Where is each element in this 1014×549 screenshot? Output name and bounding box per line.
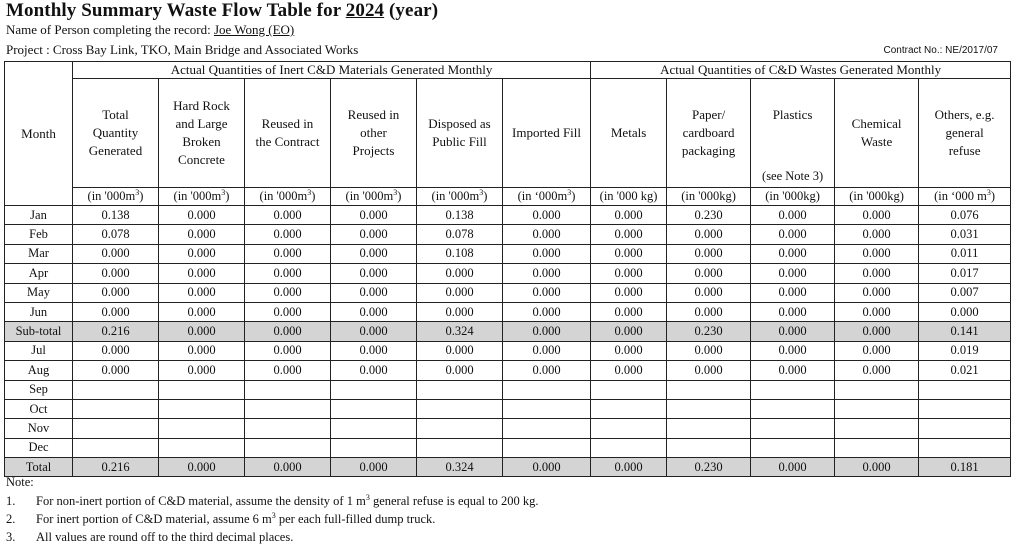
note-item: [6, 512, 435, 527]
month-cell: Jun: [5, 302, 73, 321]
cell-total: [73, 438, 159, 457]
cell-metals: [591, 399, 667, 418]
note-number: 1.: [6, 494, 16, 508]
header-line: other: [360, 125, 387, 140]
cell-imported: 0.000: [503, 225, 591, 244]
cell-disposed: 0.324: [417, 322, 503, 341]
cell-hard-rock: 0.000: [159, 244, 245, 263]
cell-hard-rock: 0.000: [159, 206, 245, 225]
unit-reused-contract: [245, 188, 331, 206]
cell-chemical: 0.000: [835, 225, 919, 244]
cell-plastics: 0.000: [751, 283, 835, 302]
cell-imported: 0.000: [503, 322, 591, 341]
cell-reused-contract: 0.000: [245, 225, 331, 244]
cell-metals: 0.000: [591, 225, 667, 244]
unit-close: ): [225, 189, 230, 203]
cell-imported: 0.000: [503, 302, 591, 321]
month-cell: Apr: [5, 264, 73, 283]
cell-reused-contract: 0.000: [245, 322, 331, 341]
header-line: Hard Rock: [173, 98, 230, 113]
unit-chemical: [835, 188, 919, 206]
unit-text: (in '000m: [259, 189, 308, 203]
unit-text: (in ‘000 m: [934, 189, 987, 203]
note-text-end: general refuse is equal to 200 kg.: [369, 494, 539, 508]
month-cell: Sep: [5, 380, 73, 399]
cell-disposed: 0.324: [417, 458, 503, 477]
cell-hard-rock: [159, 438, 245, 457]
cell-hard-rock: [159, 399, 245, 418]
unit-superscript: 3: [567, 187, 572, 197]
cell-total: 0.000: [73, 302, 159, 321]
header-line: Reused in: [261, 116, 314, 131]
cell-chemical: [835, 380, 919, 399]
unit-text: (in '000m: [87, 189, 136, 203]
cell-others: [919, 380, 1011, 399]
month-cell: Feb: [5, 225, 73, 244]
month-cell: May: [5, 283, 73, 302]
cell-others: [919, 438, 1011, 457]
cell-plastics: 0.000: [751, 264, 835, 283]
cell-plastics: 0.000: [751, 458, 835, 477]
note-superscript: 3: [271, 510, 276, 520]
cell-reused-contract: [245, 438, 331, 457]
unit-superscript: 3: [135, 187, 140, 197]
note-text-end: per each full-filled dump truck.: [275, 512, 436, 526]
table-row: [5, 361, 1011, 380]
cell-reused-contract: 0.000: [245, 206, 331, 225]
header-plastics-label: Plastics: [772, 107, 813, 122]
waste-flow-table: [4, 61, 1011, 477]
notes-heading: Note:: [6, 475, 34, 489]
cell-metals: [591, 438, 667, 457]
unit-close: ): [311, 189, 316, 203]
cell-reused-contract: [245, 380, 331, 399]
unit-others: [919, 188, 1011, 206]
note-text: For non-inert portion of C&D material, assume the density of 1 m: [36, 494, 366, 508]
unit-paper: [667, 188, 751, 206]
note-number: 2.: [6, 512, 16, 526]
cell-chemical: [835, 399, 919, 418]
unit-superscript: 3: [479, 187, 484, 197]
cell-paper: 0.000: [667, 361, 751, 380]
cell-plastics: 0.000: [751, 225, 835, 244]
contract-number: Contract No.: NE/2017/07: [883, 45, 998, 56]
cell-chemical: [835, 438, 919, 457]
unit-text: (in '000 kg): [599, 189, 658, 203]
cell-reused-other: 0.000: [331, 302, 417, 321]
cell-imported: 0.000: [503, 244, 591, 263]
cell-reused-contract: 0.000: [245, 264, 331, 283]
cell-metals: 0.000: [591, 322, 667, 341]
unit-close: ): [571, 189, 576, 203]
cell-reused-other: 0.000: [331, 264, 417, 283]
header-line: Concrete: [178, 152, 225, 167]
cell-total: 0.000: [73, 361, 159, 380]
note-text: All values are round off to the third decimal places.: [36, 530, 294, 544]
header-imported: [503, 79, 591, 188]
month-cell: Dec: [5, 438, 73, 457]
unit-text: (in ‘000m: [517, 189, 568, 203]
cell-hard-rock: 0.000: [159, 341, 245, 360]
month-cell: Jul: [5, 341, 73, 360]
header-line: Generated: [88, 143, 143, 158]
unit-text: (in '000m: [345, 189, 394, 203]
cell-paper: 0.230: [667, 322, 751, 341]
cell-hard-rock: 0.000: [159, 458, 245, 477]
cell-total: 0.216: [73, 458, 159, 477]
cell-reused-other: 0.000: [331, 225, 417, 244]
unit-total: [73, 188, 159, 206]
header-line: the Contract: [255, 134, 320, 149]
cell-metals: [591, 419, 667, 438]
cell-imported: 0.000: [503, 361, 591, 380]
unit-disposed: [417, 188, 503, 206]
table-row: [5, 341, 1011, 360]
title-year: 2024: [345, 0, 385, 21]
cell-plastics: [751, 380, 835, 399]
cell-metals: 0.000: [591, 302, 667, 321]
cell-imported: 0.000: [503, 341, 591, 360]
month-cell: Mar: [5, 244, 73, 263]
cell-plastics: [751, 438, 835, 457]
person-name: Joe Wong (EO): [213, 22, 295, 37]
cell-metals: 0.000: [591, 244, 667, 263]
month-cell: Aug: [5, 361, 73, 380]
cell-disposed: 0.000: [417, 283, 503, 302]
cell-total: [73, 419, 159, 438]
unit-superscript: 3: [393, 187, 398, 197]
subtotal-row: [5, 322, 1011, 341]
cell-metals: 0.000: [591, 458, 667, 477]
unit-text: (in '000m: [173, 189, 222, 203]
cell-reused-contract: [245, 399, 331, 418]
header-total: [73, 79, 159, 188]
header-line: Metals: [610, 125, 647, 140]
header-others: [919, 79, 1011, 188]
cell-hard-rock: 0.000: [159, 302, 245, 321]
cell-imported: 0.000: [503, 206, 591, 225]
unit-text: (in '000kg): [765, 189, 820, 203]
note-text: For inert portion of C&D material, assume 6 m: [36, 512, 272, 526]
cell-chemical: 0.000: [835, 361, 919, 380]
cell-disposed: [417, 399, 503, 418]
header-line: general: [945, 125, 984, 140]
cell-others: [919, 399, 1011, 418]
cell-imported: 0.000: [503, 458, 591, 477]
cell-hard-rock: 0.000: [159, 225, 245, 244]
cell-reused-other: [331, 380, 417, 399]
cell-disposed: 0.000: [417, 361, 503, 380]
cell-plastics: [751, 419, 835, 438]
cell-others: 0.019: [919, 341, 1011, 360]
cell-plastics: 0.000: [751, 341, 835, 360]
cell-disposed: 0.000: [417, 341, 503, 360]
note-item: [6, 530, 293, 545]
cell-total: [73, 380, 159, 399]
cell-others: [919, 419, 1011, 438]
cell-reused-other: 0.000: [331, 322, 417, 341]
cell-chemical: 0.000: [835, 244, 919, 263]
cell-others: 0.031: [919, 225, 1011, 244]
cell-paper: [667, 438, 751, 457]
cell-chemical: 0.000: [835, 458, 919, 477]
cell-chemical: 0.000: [835, 322, 919, 341]
cell-metals: 0.000: [591, 361, 667, 380]
cell-disposed: 0.138: [417, 206, 503, 225]
month-cell: Sub-total: [5, 322, 73, 341]
cell-total: 0.216: [73, 322, 159, 341]
cell-reused-contract: [245, 419, 331, 438]
cell-paper: 0.000: [667, 264, 751, 283]
header-line: and Large: [175, 116, 228, 131]
cell-disposed: [417, 438, 503, 457]
cell-chemical: 0.000: [835, 283, 919, 302]
header-line: Disposed as: [428, 116, 491, 131]
cell-paper: 0.230: [667, 206, 751, 225]
cell-chemical: 0.000: [835, 264, 919, 283]
cell-imported: [503, 380, 591, 399]
cell-reused-other: [331, 438, 417, 457]
cell-disposed: 0.000: [417, 264, 503, 283]
table-row: [5, 244, 1011, 263]
cell-others: 0.007: [919, 283, 1011, 302]
unit-hard-rock: [159, 188, 245, 206]
cell-chemical: 0.000: [835, 341, 919, 360]
header-line: cardboard: [682, 125, 735, 140]
note-number: 3.: [6, 530, 16, 544]
cell-paper: [667, 419, 751, 438]
unit-plastics: [751, 188, 835, 206]
cell-reused-other: 0.000: [331, 244, 417, 263]
cell-metals: 0.000: [591, 341, 667, 360]
unit-text: (in '000m: [431, 189, 480, 203]
cell-chemical: 0.000: [835, 206, 919, 225]
cell-plastics: 0.000: [751, 322, 835, 341]
header-disposed: [417, 79, 503, 188]
cell-total: 0.000: [73, 244, 159, 263]
cell-hard-rock: 0.000: [159, 322, 245, 341]
cell-plastics: 0.000: [751, 244, 835, 263]
cell-reused-contract: 0.000: [245, 244, 331, 263]
header-hard-rock: [159, 79, 245, 188]
unit-reused-other: [331, 188, 417, 206]
cell-imported: [503, 399, 591, 418]
cell-paper: 0.000: [667, 283, 751, 302]
cell-paper: [667, 380, 751, 399]
header-month: Month: [5, 62, 73, 206]
cell-reused-contract: 0.000: [245, 302, 331, 321]
cell-total: [73, 399, 159, 418]
unit-close: ): [397, 189, 402, 203]
header-line: Public Fill: [432, 134, 487, 149]
cell-hard-rock: 0.000: [159, 361, 245, 380]
cell-chemical: [835, 419, 919, 438]
cell-others: 0.011: [919, 244, 1011, 263]
cell-hard-rock: 0.000: [159, 264, 245, 283]
cell-reused-other: [331, 419, 417, 438]
cell-hard-rock: [159, 419, 245, 438]
cell-reused-contract: 0.000: [245, 458, 331, 477]
cell-plastics: 0.000: [751, 302, 835, 321]
header-paper: [667, 79, 751, 188]
table-row: [5, 225, 1011, 244]
note-item: [6, 494, 539, 509]
cell-paper: 0.000: [667, 244, 751, 263]
cell-metals: [591, 380, 667, 399]
unit-superscript: 3: [307, 187, 312, 197]
cell-imported: 0.000: [503, 283, 591, 302]
cell-reused-other: [331, 399, 417, 418]
header-line: Total: [102, 107, 129, 122]
header-plastics-note: (see Note 3): [762, 169, 824, 183]
page-title: [6, 0, 438, 22]
month-cell: Total: [5, 458, 73, 477]
cell-metals: 0.000: [591, 283, 667, 302]
header-line: Reused in: [347, 107, 400, 122]
unit-text: (in '000kg): [849, 189, 904, 203]
cell-reused-contract: 0.000: [245, 341, 331, 360]
header-line: refuse: [948, 143, 981, 158]
cell-reused-other: 0.000: [331, 341, 417, 360]
cell-disposed: 0.108: [417, 244, 503, 263]
cell-others: 0.181: [919, 458, 1011, 477]
cell-others: 0.021: [919, 361, 1011, 380]
cell-imported: [503, 419, 591, 438]
header-reused-contract: [245, 79, 331, 188]
table-row: [5, 438, 1011, 457]
cell-reused-other: 0.000: [331, 206, 417, 225]
person-line: [6, 22, 294, 38]
cell-reused-other: 0.000: [331, 283, 417, 302]
unit-close: ): [139, 189, 144, 203]
cell-others: 0.076: [919, 206, 1011, 225]
table-row: [5, 419, 1011, 438]
unit-superscript: 3: [221, 187, 226, 197]
table-row: [5, 283, 1011, 302]
group-wastes-header: Actual Quantities of C&D Wastes Generated Monthly: [591, 62, 1011, 79]
month-cell: Jan: [5, 206, 73, 225]
cell-others: 0.141: [919, 322, 1011, 341]
unit-superscript: 3: [986, 187, 991, 197]
month-cell: Oct: [5, 399, 73, 418]
cell-hard-rock: [159, 380, 245, 399]
cell-metals: 0.000: [591, 206, 667, 225]
header-line: Waste: [860, 134, 893, 149]
unit-metals: [591, 188, 667, 206]
cell-chemical: 0.000: [835, 302, 919, 321]
table-row: [5, 264, 1011, 283]
header-plastics: [751, 79, 835, 188]
unit-text: (in '000kg): [681, 189, 736, 203]
cell-hard-rock: 0.000: [159, 283, 245, 302]
month-cell: Nov: [5, 419, 73, 438]
cell-total: 0.000: [73, 264, 159, 283]
table-row: [5, 380, 1011, 399]
header-reused-other: [331, 79, 417, 188]
cell-total: 0.138: [73, 206, 159, 225]
table-row: [5, 302, 1011, 321]
header-line: Quantity: [92, 125, 139, 140]
unit-close: ): [483, 189, 488, 203]
title-prefix: Monthly Summary Waste Flow Table for: [6, 0, 346, 21]
cell-disposed: 0.078: [417, 225, 503, 244]
cell-plastics: [751, 399, 835, 418]
total-row: [5, 458, 1011, 477]
cell-others: 0.017: [919, 264, 1011, 283]
unit-imported: [503, 188, 591, 206]
cell-disposed: [417, 419, 503, 438]
header-line: Projects: [352, 143, 395, 158]
cell-paper: 0.230: [667, 458, 751, 477]
cell-total: 0.000: [73, 283, 159, 302]
title-suffix: (year): [384, 0, 439, 21]
group-inert-header: Actual Quantities of Inert C&D Materials Generated Monthly: [73, 62, 591, 79]
cell-plastics: 0.000: [751, 361, 835, 380]
table-row: [5, 206, 1011, 225]
project-line: Project : Cross Bay Link, TKO, Main Bridge and Associated Works: [6, 42, 359, 57]
header-line: Broken: [182, 134, 221, 149]
header-line: Imported Fill: [512, 125, 582, 140]
header-line: Paper/: [691, 107, 726, 122]
cell-paper: 0.000: [667, 225, 751, 244]
header-line: Chemical: [851, 116, 902, 131]
cell-disposed: [417, 380, 503, 399]
cell-reused-contract: 0.000: [245, 283, 331, 302]
cell-reused-contract: 0.000: [245, 361, 331, 380]
cell-total: 0.000: [73, 341, 159, 360]
table-row: [5, 399, 1011, 418]
cell-reused-other: 0.000: [331, 361, 417, 380]
cell-imported: 0.000: [503, 264, 591, 283]
cell-reused-other: 0.000: [331, 458, 417, 477]
cell-plastics: 0.000: [751, 206, 835, 225]
header-metals: [591, 79, 667, 188]
cell-others: 0.000: [919, 302, 1011, 321]
note-superscript: 3: [365, 492, 370, 502]
cell-paper: 0.000: [667, 341, 751, 360]
unit-close: ): [990, 189, 996, 203]
cell-total: 0.078: [73, 225, 159, 244]
cell-metals: 0.000: [591, 264, 667, 283]
cell-disposed: 0.000: [417, 302, 503, 321]
header-chemical: [835, 79, 919, 188]
header-line: Others, e.g.: [934, 107, 995, 122]
person-label: Name of Person completing the record:: [6, 22, 214, 37]
cell-imported: [503, 438, 591, 457]
cell-paper: [667, 399, 751, 418]
header-line: packaging: [681, 143, 736, 158]
cell-paper: 0.000: [667, 302, 751, 321]
